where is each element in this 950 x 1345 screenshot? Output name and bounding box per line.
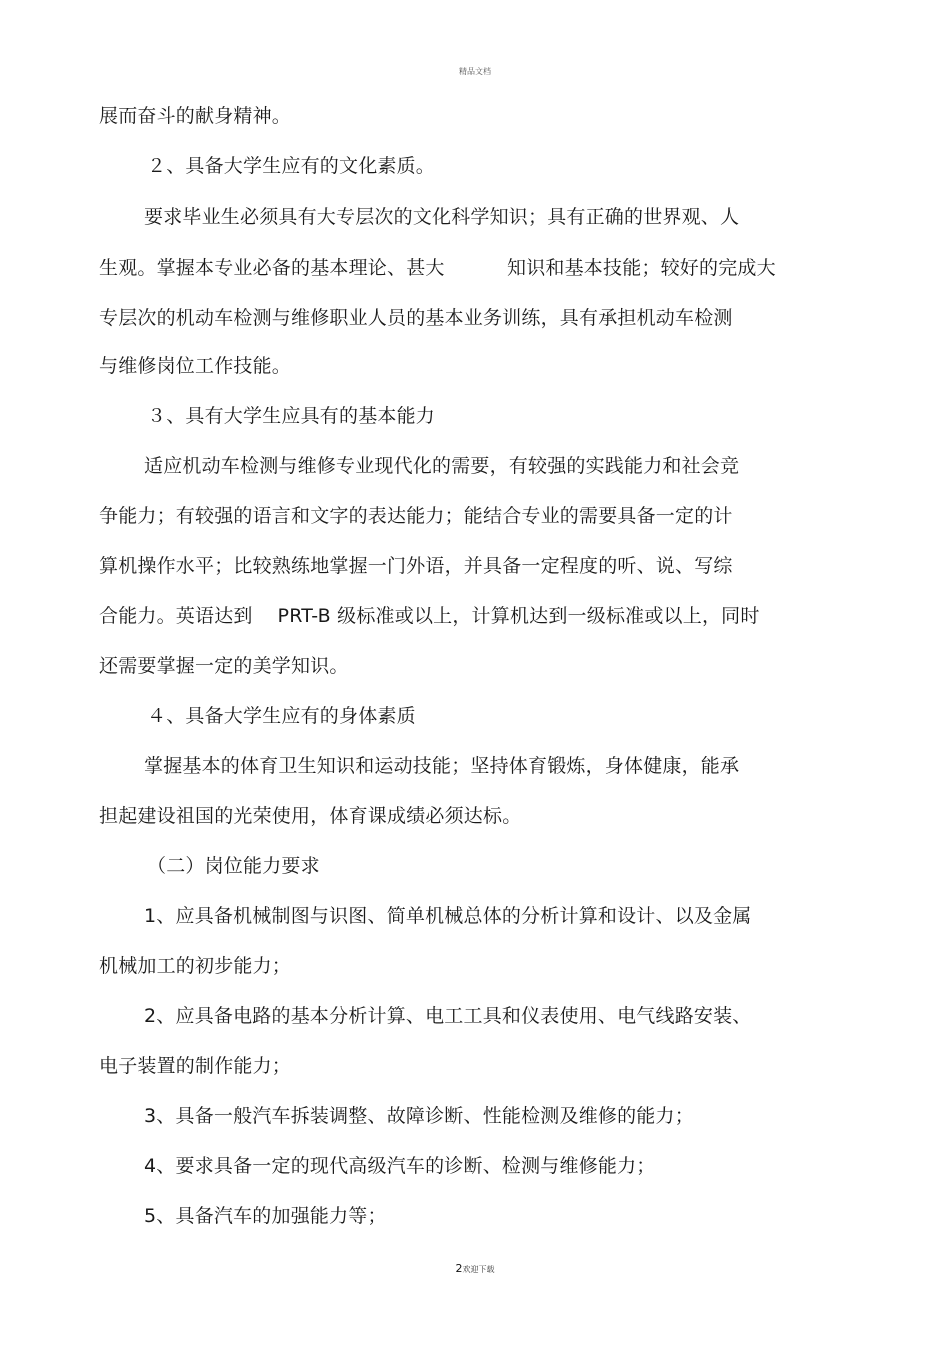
list-item: 1、应具备机械制图与识图、简单机械总体的分析计算和设计、以及金属 [144, 905, 752, 927]
list-item-continuation: 机械加工的初步能力； [99, 955, 292, 977]
list-item: 5、具备汽车的加强能力等； [144, 1205, 387, 1227]
section-heading: ３、具有大学生应具有的基本能力 [147, 405, 436, 427]
paragraph-line: 担起建设祖国的光荣使用，体育课成绩必须达标。 [99, 805, 522, 827]
page-number: 2 [455, 1262, 463, 1275]
section-heading: ４、具备大学生应有的身体素质 [147, 705, 416, 727]
section-heading: （二）岗位能力要求 [147, 855, 320, 877]
paragraph-line: 生观。掌握本专业必备的基本理论、甚大 知识和基本技能；较好的完成大 [99, 257, 776, 279]
paragraph-line: 算机操作水平；比较熟练地掌握一门外语，并具备一定程度的听、说、写综 [99, 555, 733, 577]
page-header: 精品文档 [459, 67, 491, 76]
paragraph-line: 还需要掌握一定的美学知识。 [99, 655, 349, 677]
paragraph-line: 专层次的机动车检测与维修职业人员的基本业务训练，具有承担机动车检测 [99, 307, 733, 329]
list-item: 2、应具备电路的基本分析计算、电工工具和仪表使用、电气线路安装、 [144, 1005, 752, 1027]
paragraph-line: 掌握基本的体育卫生知识和运动技能；坚持体育锻炼，身体健康，能承 [144, 755, 740, 777]
paragraph-line: 争能力；有较强的语言和文字的表达能力；能结合专业的需要具备一定的计 [99, 505, 733, 527]
list-item: 4、要求具备一定的现代高级汽车的诊断、检测与维修能力； [144, 1155, 656, 1177]
page-footer [0, 1262, 950, 1275]
list-item: 3、具备一般汽车拆装调整、故障诊断、性能检测及维修的能力； [144, 1105, 694, 1127]
paragraph-line: 合能力。英语达到 PRT-B 级标准或以上，计算机达到一级标准或以上，同时 [99, 605, 760, 627]
list-item-continuation: 电子装置的制作能力； [99, 1055, 292, 1077]
paragraph-line: 展而奋斗的献身精神。 [99, 105, 292, 127]
section-heading: ２、具备大学生应有的文化素质。 [147, 155, 436, 177]
footer-text: 欢迎下载 [462, 1265, 495, 1274]
paragraph-line: 与维修岗位工作技能。 [99, 355, 292, 377]
paragraph-line: 适应机动车检测与维修专业现代化的需要，有较强的实践能力和社会竞 [144, 455, 740, 477]
paragraph-line: 要求毕业生必须具有大专层次的文化科学知识；具有正确的世界观、人 [144, 206, 740, 228]
